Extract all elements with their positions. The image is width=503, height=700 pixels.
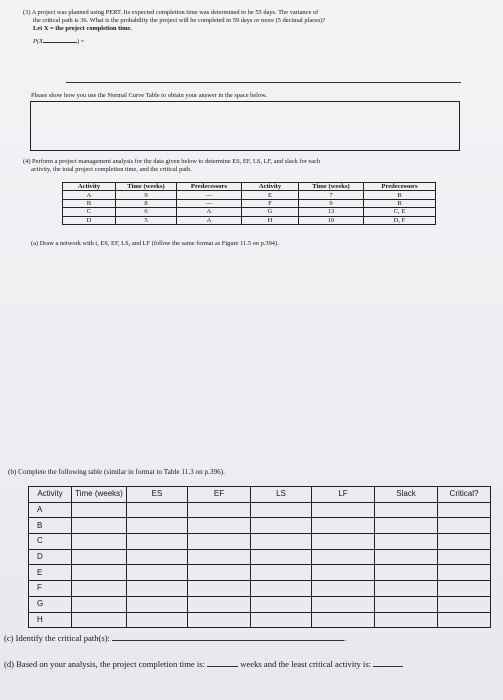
part-b-instruction: (b) Complete the following table (similar in format to Table 11.3 on p.396). xyxy=(8,468,225,476)
completion-activity-cell: G xyxy=(29,596,72,612)
table-cell: B xyxy=(364,191,436,199)
completion-activity-cell: D xyxy=(29,549,72,565)
probability-suffix: ) = xyxy=(76,38,85,45)
table-cell: 10 xyxy=(299,216,364,224)
completion-row xyxy=(29,502,491,518)
part-c-label: (c) Identify the critical path(s): xyxy=(4,633,110,643)
table-cell: D xyxy=(63,216,116,224)
col-time: Time (weeks) xyxy=(72,487,127,503)
completion-input-cell[interactable] xyxy=(375,596,438,612)
completion-input-cell[interactable] xyxy=(72,549,127,565)
table-cell: 5 xyxy=(116,216,177,224)
table-row xyxy=(63,199,436,207)
table-row xyxy=(63,208,436,216)
completion-input-cell[interactable] xyxy=(127,534,188,550)
completion-time-blank[interactable] xyxy=(207,666,238,667)
part-d-line xyxy=(4,659,403,669)
completion-input-cell[interactable] xyxy=(375,565,438,581)
completion-activity-cell: H xyxy=(29,612,72,628)
least-critical-activity-blank[interactable] xyxy=(373,666,403,667)
q3-answer-box[interactable] xyxy=(30,101,460,151)
table-cell: C xyxy=(63,208,116,216)
table-cell: 7 xyxy=(299,191,364,199)
completion-row xyxy=(29,612,491,628)
completion-input-cell[interactable] xyxy=(438,596,491,612)
table-cell: 8 xyxy=(116,199,177,207)
completion-input-cell[interactable] xyxy=(438,581,491,597)
completion-input-cell[interactable] xyxy=(312,581,375,597)
completion-header-row xyxy=(29,487,491,503)
completion-input-cell[interactable] xyxy=(251,596,312,612)
completion-input-cell[interactable] xyxy=(312,565,375,581)
table-cell: A xyxy=(177,208,242,216)
table-cell: B xyxy=(63,199,116,207)
completion-input-cell[interactable] xyxy=(188,612,251,628)
table-cell: — xyxy=(177,199,242,207)
table-cell: C, E xyxy=(364,208,436,216)
col-ef: EF xyxy=(188,487,251,503)
part-c-line: (c) Identify the critical path(s): . xyxy=(4,633,347,643)
completion-input-cell[interactable] xyxy=(312,518,375,534)
critical-path-blank[interactable] xyxy=(112,640,344,641)
completion-input-cell[interactable] xyxy=(312,534,375,550)
completion-input-cell[interactable] xyxy=(312,549,375,565)
completion-input-cell[interactable] xyxy=(375,518,438,534)
header-time: Time (weeks) xyxy=(116,183,177,191)
completion-input-cell[interactable] xyxy=(312,502,375,518)
table-cell: 9 xyxy=(299,199,364,207)
completion-input-cell[interactable] xyxy=(251,612,312,628)
completion-input-cell[interactable] xyxy=(438,549,491,565)
probability-prefix: P(X xyxy=(33,38,43,45)
completion-input-cell[interactable] xyxy=(251,581,312,597)
q3-line-3: Let X = the project completion time. xyxy=(33,25,132,32)
completion-input-cell[interactable] xyxy=(375,534,438,550)
completion-input-cell[interactable] xyxy=(72,565,127,581)
completion-input-cell[interactable] xyxy=(251,502,312,518)
table-cell: — xyxy=(177,191,242,199)
part-d-label-1: (d) Based on your analysis, the project completion time is: xyxy=(4,659,205,669)
completion-input-cell[interactable] xyxy=(188,549,251,565)
completion-activity-cell: A xyxy=(29,502,72,518)
table-row xyxy=(63,216,436,224)
table-cell: B xyxy=(364,199,436,207)
part-d-label-2: weeks and the least critical activity is: xyxy=(240,659,372,669)
header-predecessors: Predecessors xyxy=(177,183,242,191)
table-cell: 6 xyxy=(116,208,177,216)
completion-input-cell[interactable] xyxy=(312,612,375,628)
completion-input-cell[interactable] xyxy=(188,581,251,597)
completion-row xyxy=(29,534,491,550)
completion-input-cell[interactable] xyxy=(127,502,188,518)
activity-table-header-row xyxy=(63,183,436,191)
col-activity: Activity xyxy=(29,487,72,503)
table-cell: A xyxy=(63,191,116,199)
activity-data-table xyxy=(62,182,436,225)
completion-input-cell[interactable] xyxy=(251,518,312,534)
q4-line-1: (4) Perform a project management analysis for the data given below to determine ES, EF, LS, LF, and slack for each xyxy=(23,158,321,165)
header-activity: Activity xyxy=(242,183,299,191)
completion-input-cell[interactable] xyxy=(127,581,188,597)
completion-input-cell[interactable] xyxy=(375,581,438,597)
completion-input-cell[interactable] xyxy=(375,502,438,518)
table-cell: A xyxy=(177,216,242,224)
table-cell: E xyxy=(242,191,299,199)
table-cell: D, F xyxy=(364,216,436,224)
col-lf: LF xyxy=(312,487,375,503)
table-cell: F xyxy=(242,199,299,207)
completion-input-cell[interactable] xyxy=(72,596,127,612)
completion-input-cell[interactable] xyxy=(438,565,491,581)
completion-input-cell[interactable] xyxy=(251,549,312,565)
completion-input-cell[interactable] xyxy=(127,549,188,565)
completion-input-cell[interactable] xyxy=(188,565,251,581)
completion-activity-cell: B xyxy=(29,518,72,534)
completion-input-cell[interactable] xyxy=(188,596,251,612)
completion-input-cell[interactable] xyxy=(251,534,312,550)
q3-line-2: the critical path is 36. What is the probability the project will be completed in 59 days or more (5 decimal places)? xyxy=(33,17,326,24)
completion-table xyxy=(28,486,491,628)
completion-row xyxy=(29,518,491,534)
table-cell: G xyxy=(242,208,299,216)
completion-input-cell[interactable] xyxy=(127,612,188,628)
table-cell: 13 xyxy=(299,208,364,216)
completion-input-cell[interactable] xyxy=(312,596,375,612)
completion-input-cell[interactable] xyxy=(72,612,127,628)
completion-input-cell[interactable] xyxy=(188,534,251,550)
probability-expression xyxy=(33,38,84,46)
completion-row xyxy=(29,596,491,612)
col-es: ES xyxy=(127,487,188,503)
completion-input-cell[interactable] xyxy=(438,502,491,518)
completion-activity-cell: E xyxy=(29,565,72,581)
q4-line-2: activity, the total project completion time, and the critical path. xyxy=(31,166,192,173)
completion-row xyxy=(29,549,491,565)
completion-row xyxy=(29,565,491,581)
completion-input-cell[interactable] xyxy=(438,612,491,628)
completion-activity-cell: F xyxy=(29,581,72,597)
completion-input-cell[interactable] xyxy=(127,565,188,581)
completion-input-cell[interactable] xyxy=(72,502,127,518)
header-predecessors: Predecessors xyxy=(364,183,436,191)
completion-input-cell[interactable] xyxy=(188,518,251,534)
completion-input-cell[interactable] xyxy=(438,518,491,534)
completion-input-cell[interactable] xyxy=(375,612,438,628)
header-time: Time (weeks) xyxy=(299,183,364,191)
q3-instruction: Please show how you use the Normal Curve Table to obtain your answer in the space below. xyxy=(31,92,267,99)
completion-input-cell[interactable] xyxy=(72,518,127,534)
part-a-instruction: (a) Draw a network with t, ES, EF, LS, and LF (follow the same format as Figure 11.5 on p.394). xyxy=(31,240,279,247)
completion-input-cell[interactable] xyxy=(188,502,251,518)
probability-blank[interactable] xyxy=(43,42,77,43)
table-cell: 9 xyxy=(116,191,177,199)
completion-input-cell[interactable] xyxy=(127,518,188,534)
completion-input-cell[interactable] xyxy=(375,549,438,565)
completion-row xyxy=(29,581,491,597)
completion-input-cell[interactable] xyxy=(127,596,188,612)
completion-input-cell[interactable] xyxy=(251,565,312,581)
completion-input-cell[interactable] xyxy=(72,581,127,597)
col-critical: Critical? xyxy=(438,487,491,503)
col-ls: LS xyxy=(251,487,312,503)
completion-activity-cell: C xyxy=(29,534,72,550)
table-cell: H xyxy=(242,216,299,224)
q3-line-1: (3) A project was planned using PERT. Its expected completion time was determined to be 55 days. The variance of xyxy=(23,9,319,16)
header-activity: Activity xyxy=(63,183,116,191)
table-row xyxy=(63,191,436,199)
probability-answer-line[interactable] xyxy=(66,82,461,83)
completion-input-cell[interactable] xyxy=(72,534,127,550)
col-slack: Slack xyxy=(375,487,438,503)
completion-input-cell[interactable] xyxy=(438,534,491,550)
